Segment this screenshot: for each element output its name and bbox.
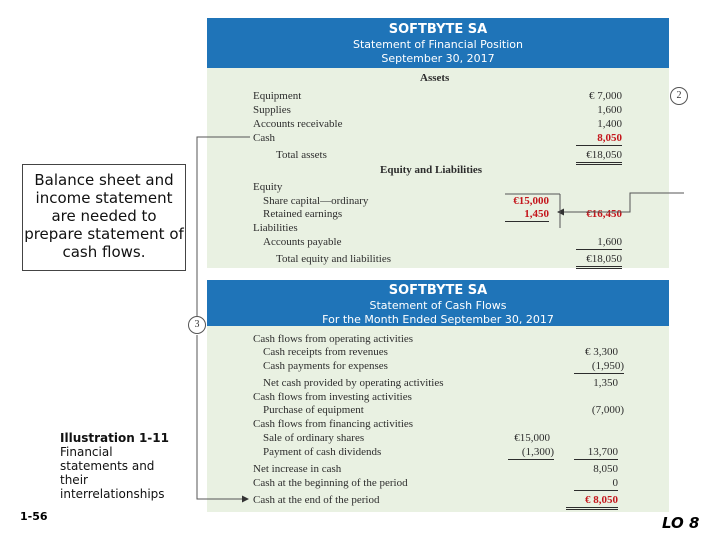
asset-amount-equipment: € 7,000 xyxy=(589,90,622,102)
assets-heading: Assets xyxy=(420,72,450,84)
total-assets-amount: €18,050 xyxy=(576,149,622,165)
sale-shares-amount: €15,000 xyxy=(514,432,550,444)
marker-3: 3 xyxy=(188,316,206,334)
net-financing-amount: 13,700 xyxy=(574,446,618,460)
sale-shares-label: Sale of ordinary shares xyxy=(263,432,365,444)
payments-label: Cash payments for expenses xyxy=(263,360,388,372)
accounts-payable-amount: 1,600 xyxy=(576,236,622,250)
beginning-cash-amount: 0 xyxy=(574,477,618,491)
equity-to-marker-line xyxy=(558,193,684,212)
asset-label-supplies: Supplies xyxy=(253,104,291,116)
cash-flow-title: Statement of Cash Flows xyxy=(369,299,507,312)
total-equity-liabilities-label: Total equity and liabilities xyxy=(276,253,392,265)
payments-amount: (1,950) xyxy=(574,360,624,374)
operating-heading: Cash flows from operating activities xyxy=(253,333,414,345)
asset-label-equipment: Equipment xyxy=(253,90,302,102)
balance-sheet-company: SOFTBYTE SA xyxy=(388,22,488,37)
total-assets-label: Total assets xyxy=(276,149,327,161)
page-number: 1-56 xyxy=(20,510,48,523)
illustration-title: Illustration 1-11 xyxy=(60,431,169,445)
cash-flow-company: SOFTBYTE SA xyxy=(388,283,488,298)
dividends-amount: (1,300) xyxy=(508,446,554,460)
dividends-label: Payment of cash dividends xyxy=(263,446,382,458)
financing-heading: Cash flows from financing activities xyxy=(253,418,414,430)
liabilities-label: Liabilities xyxy=(253,222,298,234)
ending-cash-amount: € 8,050 xyxy=(566,494,618,510)
illustration-text: Financial statements and their interrelationships xyxy=(60,445,165,501)
investing-heading: Cash flows from investing activities xyxy=(253,391,412,403)
cash-to-cashflow-line xyxy=(197,137,250,499)
ending-cash-label: Cash at the end of the period xyxy=(253,494,380,506)
learning-objective: LO 8 xyxy=(662,514,700,532)
asset-label-receivable: Accounts receivable xyxy=(253,118,343,130)
share-capital-label: Share capital—ordinary xyxy=(263,195,369,207)
balance-sheet-date: September 30, 2017 xyxy=(381,52,495,65)
receipts-label: Cash receipts from revenues xyxy=(263,346,388,358)
equity-bracket xyxy=(505,194,560,228)
net-increase-amount: 8,050 xyxy=(593,463,618,475)
purchase-amount: (7,000) xyxy=(591,404,624,416)
equity-liabilities-heading: Equity and Liabilities xyxy=(380,164,483,176)
marker-2: 2 xyxy=(670,87,688,105)
asset-amount-cash: 8,050 xyxy=(576,132,622,146)
equity-total-amount: €16,450 xyxy=(586,208,622,220)
asset-label-cash: Cash xyxy=(253,132,275,144)
accounts-payable-label: Accounts payable xyxy=(263,236,342,248)
net-increase-label: Net increase in cash xyxy=(253,463,342,475)
callout-box: Balance sheet and income statement are needed to prepare statement of cash flows. xyxy=(22,164,186,271)
receipts-amount: € 3,300 xyxy=(585,346,618,358)
equity-label: Equity xyxy=(253,181,283,193)
retained-earnings-label: Retained earnings xyxy=(263,208,343,220)
net-operating-label: Net cash provided by operating activities xyxy=(263,377,444,389)
cash-flow-period: For the Month Ended September 30, 2017 xyxy=(322,313,554,326)
beginning-cash-label: Cash at the beginning of the period xyxy=(253,477,408,489)
asset-amount-receivable: 1,400 xyxy=(597,118,622,130)
illustration-caption xyxy=(60,431,180,501)
share-capital-amount: €15,000 xyxy=(513,195,549,207)
balance-sheet-title: Statement of Financial Position xyxy=(353,38,523,51)
total-equity-liabilities-amount: €18,050 xyxy=(576,253,622,269)
asset-amount-supplies: 1,600 xyxy=(597,104,622,116)
net-operating-amount: 1,350 xyxy=(593,377,618,389)
retained-earnings-amount: 1,450 xyxy=(505,208,549,222)
purchase-label: Purchase of equipment xyxy=(263,404,364,416)
